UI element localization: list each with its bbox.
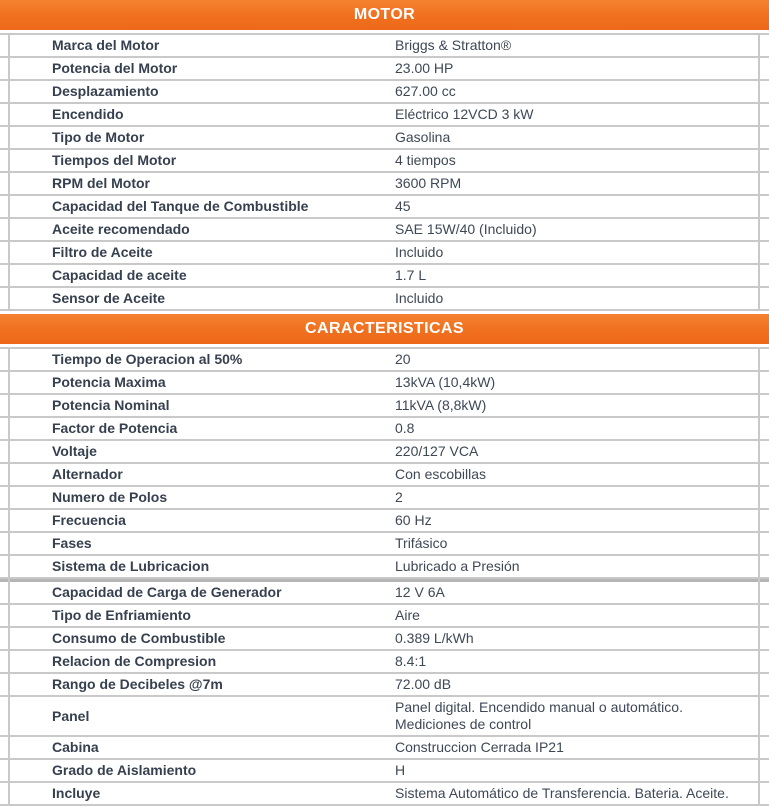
spec-value: 72.00 dB — [395, 676, 452, 692]
spec-row — [0, 510, 769, 533]
spec-row — [0, 556, 769, 579]
spec-label: RPM del Motor — [52, 175, 150, 191]
spec-value: Panel digital. Encendido manual o automático. Mediciones de control — [395, 699, 683, 732]
spec-label: Capacidad del Tanque de Combustible — [52, 198, 309, 214]
spec-label: Panel — [52, 707, 90, 724]
spec-label: Relacion de Compresion — [52, 653, 217, 669]
spec-value: 12 V 6A — [395, 584, 445, 600]
spec-row — [0, 760, 769, 783]
spec-value: 2 — [395, 489, 403, 505]
spec-row — [0, 173, 769, 196]
spec-row — [0, 697, 769, 737]
spec-row — [0, 58, 769, 81]
spec-value: 20 — [395, 351, 411, 367]
spec-value: H — [395, 762, 406, 778]
spec-label: Potencia Nominal — [52, 397, 170, 413]
spec-label: Tiempos del Motor — [52, 152, 177, 168]
spec-label: Encendido — [52, 106, 124, 122]
spec-label: Frecuencia — [52, 512, 126, 528]
spec-label: Voltaje — [52, 443, 97, 459]
spec-row — [0, 783, 769, 806]
spec-value: 23.00 HP — [395, 60, 454, 76]
spec-row — [0, 533, 769, 556]
spec-value: Con escobillas — [395, 466, 487, 482]
section-body — [0, 347, 769, 806]
spec-row — [0, 418, 769, 441]
spec-value: Incluido — [395, 244, 444, 260]
spec-label: Potencia Maxima — [52, 374, 166, 390]
spec-value: 1.7 L — [395, 267, 427, 283]
spec-label: Capacidad de Carga de Generador — [52, 584, 282, 600]
spec-value: 13kVA (10,4kW) — [395, 374, 496, 390]
spec-row — [0, 628, 769, 651]
spec-row — [0, 579, 769, 605]
spec-label: Filtro de Aceite — [52, 244, 153, 260]
spec-value: 3600 RPM — [395, 175, 462, 191]
spec-value: 60 Hz — [395, 512, 432, 528]
spec-value: Gasolina — [395, 129, 451, 145]
spec-label: Aceite recomendado — [52, 221, 190, 237]
spec-value: 0.8 — [395, 420, 415, 436]
spec-value: 627.00 cc — [395, 83, 456, 99]
spec-row — [0, 265, 769, 288]
spec-label: Tipo de Enfriamiento — [52, 607, 191, 623]
spec-label: Alternador — [52, 466, 123, 482]
spec-value: 8.4:1 — [395, 653, 427, 669]
spec-row — [0, 487, 769, 510]
spec-row — [0, 219, 769, 242]
spec-row — [0, 104, 769, 127]
spec-label: Consumo de Combustible — [52, 630, 226, 646]
spec-label: Potencia del Motor — [52, 60, 178, 76]
spec-label: Tipo de Motor — [52, 129, 145, 145]
spec-label: Incluye — [52, 785, 101, 801]
spec-row — [0, 349, 769, 372]
section-body — [0, 33, 769, 311]
spec-row — [0, 196, 769, 219]
spec-row — [0, 737, 769, 760]
spec-value: Construccion Cerrada IP21 — [395, 739, 564, 755]
spec-value: 4 tiempos — [395, 152, 456, 168]
spec-value: 0.389 L/kWh — [395, 630, 474, 646]
spec-label: Cabina — [52, 739, 99, 755]
spec-row — [0, 372, 769, 395]
spec-value: 11kVA (8,8kW) — [395, 397, 487, 413]
spec-label: Grado de Aislamiento — [52, 762, 197, 778]
spec-row — [0, 441, 769, 464]
spec-row — [0, 127, 769, 150]
spec-row — [0, 150, 769, 173]
spec-value: 45 — [395, 198, 411, 214]
spec-row — [0, 464, 769, 487]
spec-value: Trifásico — [395, 535, 448, 551]
spec-row — [0, 674, 769, 697]
spec-row — [0, 81, 769, 104]
spec-value: Aire — [395, 607, 420, 623]
spec-label: Rango de Decibeles @7m — [52, 676, 223, 692]
spec-row — [0, 395, 769, 418]
section-header: MOTOR — [0, 0, 769, 30]
spec-value: Eléctrico 12VCD 3 kW — [395, 106, 534, 122]
spec-row — [0, 242, 769, 265]
spec-row — [0, 288, 769, 311]
spec-label: Sensor de Aceite — [52, 290, 166, 306]
section-header: CARACTERISTICAS — [0, 314, 769, 344]
spec-value: 220/127 VCA — [395, 443, 479, 459]
spec-value: Incluido — [395, 290, 444, 306]
spec-row — [0, 605, 769, 628]
spec-label: Sistema de Lubricacion — [52, 558, 210, 574]
spec-label: Fases — [52, 535, 92, 551]
spec-value: SAE 15W/40 (Incluido) — [395, 221, 537, 237]
spec-label: Numero de Polos — [52, 489, 168, 505]
spec-label: Tiempo de Operacion al 50% — [52, 351, 243, 367]
spec-value: Briggs & Stratton® — [395, 37, 512, 53]
spec-value: Lubricado a Presión — [395, 558, 520, 574]
spec-row — [0, 35, 769, 58]
spec-label: Capacidad de aceite — [52, 267, 187, 283]
spec-value: Sistema Automático de Transferencia. Bateria. Aceite. — [395, 785, 729, 801]
spec-row — [0, 651, 769, 674]
spec-label: Factor de Potencia — [52, 420, 178, 436]
spec-label: Desplazamiento — [52, 83, 159, 99]
spec-label: Marca del Motor — [52, 37, 160, 53]
